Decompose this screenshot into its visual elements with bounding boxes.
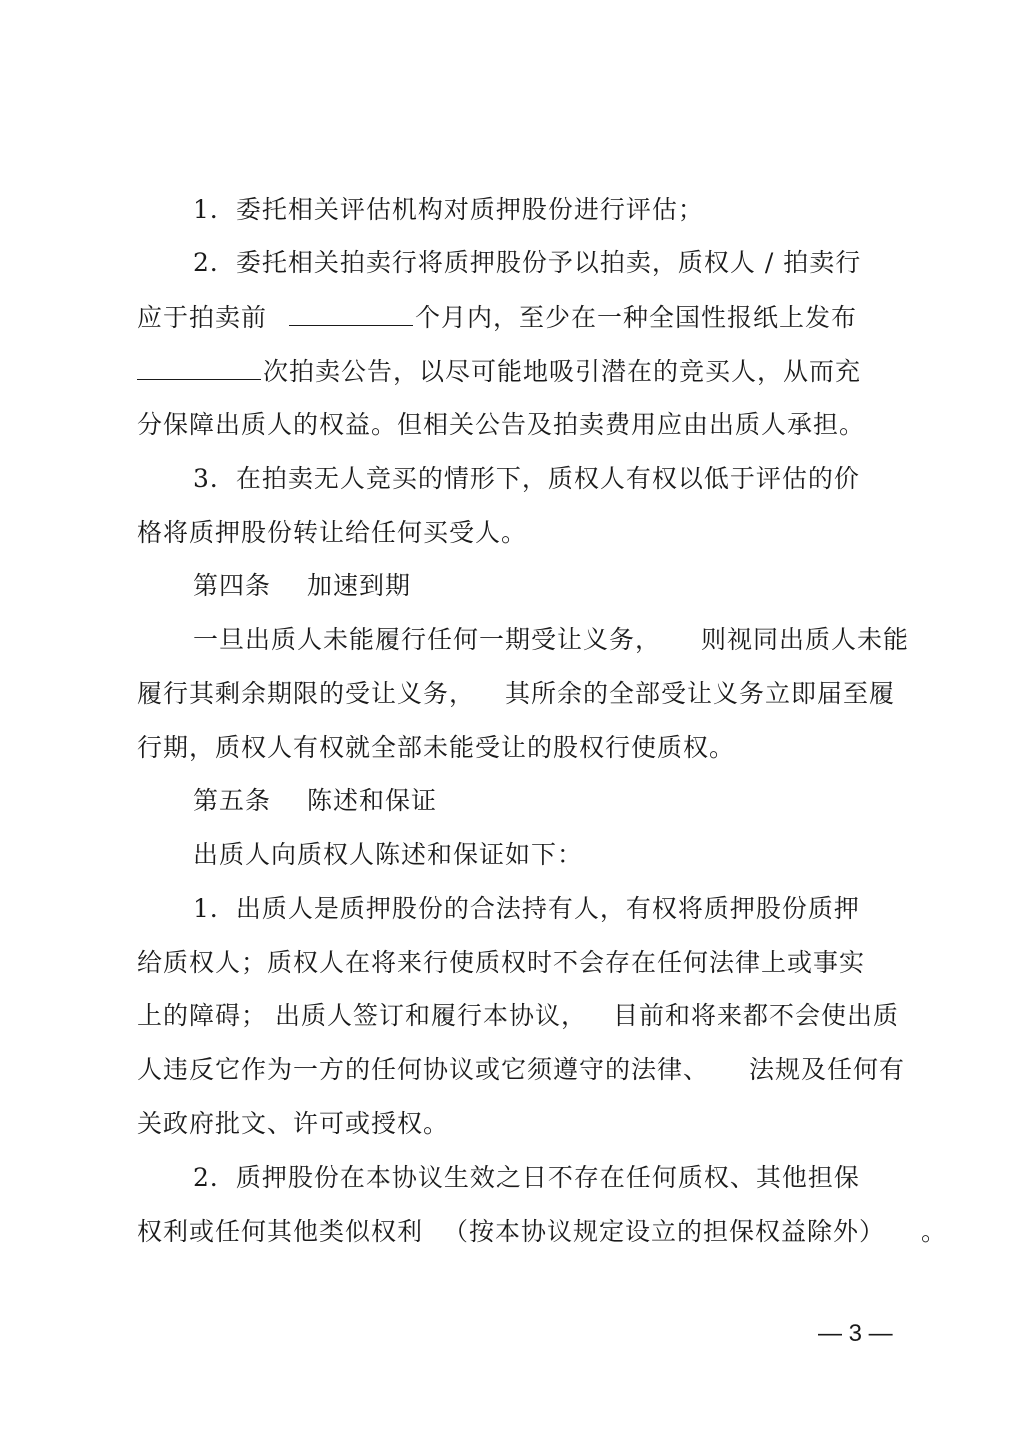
article-5-intro: 出质人向质权人陈述和保证如下： [193,840,584,869]
page-number: — 3 — [818,1320,893,1347]
article-5-title: 陈述和保证 [307,786,438,815]
article-4-line-3: 行期，质权人有权就全部未能受让的股权行使质权。 [137,733,736,762]
item-1: 1．委托相关评估机构对质押股份进行评估； [193,195,704,224]
item-2-line-4: 分保障出质人的权益。但相关公告及拍卖费用应由出质人承担。 [137,410,866,439]
item-3-line-1: 3．在拍卖无人竞买的情形下，质权人有权以低于评估的价 [193,464,860,493]
item-2-line-2 [137,303,857,333]
warranty-1-line-3c: 目前和将来都不会使出质 [613,1001,900,1030]
warranty-2-line-2b: （按本协议规定设立的担保权益除外） [443,1217,886,1246]
warranty-2-line-2a: 权利或任何其他类似权利 [137,1217,424,1246]
article-4-number: 第四条 [193,571,272,600]
article-4-line-1b: 则视同出质人未能 [701,625,910,654]
article-5-number: 第五条 [193,786,272,815]
warranty-1-line-3a: 上的障碍； [137,1001,268,1030]
article-5-heading [193,786,437,816]
article-4-line-1 [193,625,909,655]
warranty-1-line-2: 给质权人；质权人在将来行使质权时不会存在任何法律上或事实 [137,948,866,977]
item-2-line-2b: 个月内，至少在一种全国性报纸上发布 [415,303,858,332]
item-2-line-1: 2．委托相关拍卖行将质押股份予以拍卖，质权人 / 拍卖行 [193,248,862,277]
warranty-1-line-5: 关政府批文、许可或授权。 [137,1109,450,1138]
article-4-line-2b: 其所余的全部受让义务立即届至履 [505,679,896,708]
item-3-line-2: 格将质押股份转让给任何买受人。 [137,518,528,547]
warranty-2-line-1: 2．质押股份在本协议生效之日不存在任何质权、其他担保 [193,1163,860,1192]
warranty-2-line-2 [137,1217,947,1247]
warranty-1-line-4b: 法规及任何有 [749,1055,906,1084]
article-4-title: 加速到期 [307,571,412,600]
warranty-1-line-4 [137,1055,905,1085]
warranty-1-line-1: 1．出质人是质押股份的合法持有人，有权将质押股份质押 [193,894,860,923]
warranty-1-line-4a: 人违反它作为一方的任何协议或它须遵守的法律、 [137,1055,710,1084]
warranty-2-line-2c: 。 [921,1217,948,1246]
article-4-line-2 [137,679,895,709]
article-4-line-1a: 一旦出质人未能履行任何一期受让义务， [193,625,662,654]
warranty-1-line-3b: 出质人签订和履行本协议， [275,1001,588,1030]
warranty-1-line-3 [137,1001,899,1031]
article-4-line-2a: 履行其剩余期限的受让义务， [137,679,476,708]
item-2-line-3 [137,357,861,387]
article-4-heading [193,571,411,601]
blank-months [289,303,413,326]
blank-times [137,357,261,380]
item-2-line-2a: 应于拍卖前 [137,303,268,332]
item-2-line-3-text: 次拍卖公告，以尽可能地吸引潜在的竞买人，从而充 [263,357,862,386]
